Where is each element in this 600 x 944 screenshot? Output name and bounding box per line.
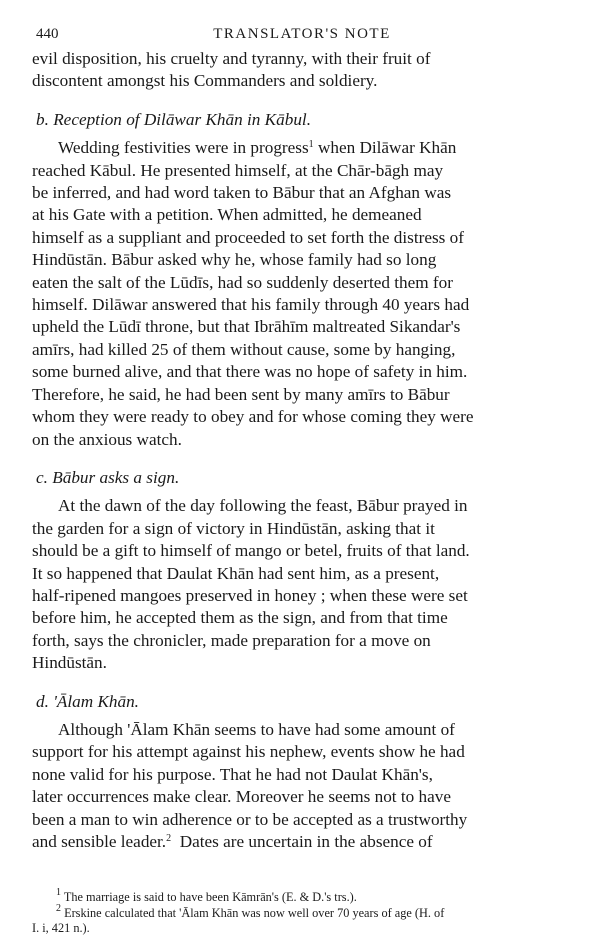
footnote-ref: 1 <box>308 139 314 151</box>
text-line: some burned alive, and that there was no hope of safety in him. <box>32 362 468 382</box>
section-letter: d. <box>36 691 49 711</box>
footnote-2 <box>32 902 572 922</box>
text-line: At the dawn of the day following the feast, Bābur prayed in <box>58 496 468 516</box>
text-line <box>32 137 572 159</box>
text-line: upheld the Lūdī throne, but that Ibrāhīm maltreated Sikandar's <box>32 317 461 337</box>
text-line: himself as a suppliant and proceeded to set forth the distress of <box>32 227 464 247</box>
footnote-text: Erskine calculated that 'Ālam Khān was now well over 70 years of age (H. of <box>64 905 445 920</box>
section-title: Reception of Dilāwar Khān in Kābul. <box>53 109 311 129</box>
text-line: the garden for a sign of victory in Hindūstān, asking that it <box>32 518 435 538</box>
text-line: whom they were ready to obey and for whose coming they were <box>32 407 474 427</box>
text-line: before him, he accepted them as the sign, and from that time <box>32 608 448 628</box>
text-fragment: when Dilāwar Khān <box>313 138 457 158</box>
section-heading-d <box>36 691 572 713</box>
page-number: 440 <box>36 26 59 42</box>
footnote-mark: 2 <box>56 902 61 914</box>
text-line: on the anxious watch. <box>32 429 182 449</box>
text-line: half-ripened mangoes preserved in honey ; when these were set <box>32 585 468 605</box>
section-title: 'Ālam Khān. <box>53 691 139 711</box>
footnotes <box>32 887 572 937</box>
text-fragment: and sensible leader. <box>32 832 167 851</box>
text-line: at his Gate with a petition. When admitted, he demeaned <box>32 205 422 225</box>
footnote-mark: 1 <box>56 887 61 898</box>
running-title: TRANSLATOR'S NOTE <box>213 26 391 42</box>
text-line: Therefore, he said, he had been sent by many amīrs to Bābur <box>32 384 450 404</box>
section-heading-c <box>36 467 572 489</box>
text-fragment: Dates are uncertain in the absence of <box>179 832 433 851</box>
footnote-text: The marriage is said to have been Kāmrān's (E. & D.'s trs.). <box>63 890 357 904</box>
footnote-ref: 2 <box>166 833 172 844</box>
text-line: support for his attempt against his nephew, events show he had <box>32 742 465 762</box>
section-heading-b <box>36 109 572 131</box>
text-line: It so happened that Daulat Khān had sent him, as a present, <box>32 563 440 583</box>
section-letter: b. <box>36 109 49 129</box>
text-line: been a man to win adherence or to be accepted as a trustworthy <box>32 809 468 829</box>
text-line: reached Kābul. He presented himself, at the Chār-bāgh may <box>32 160 444 180</box>
section-paragraph-c <box>32 495 572 674</box>
text-line: evil disposition, his cruelty and tyranny, with their fruit of <box>32 49 431 68</box>
section-paragraph-b <box>32 137 572 451</box>
intro-paragraph <box>32 48 572 93</box>
text-fragment: Wedding festivities were in progress <box>58 138 309 158</box>
text-line: none valid for his purpose. That he had not Daulat Khān's, <box>32 764 433 784</box>
section-paragraph-d <box>32 719 572 853</box>
text-line: should be a gift to himself of mango or betel, fruits of that land. <box>32 541 470 561</box>
text-line: be inferred, and had word taken to Bābur that an Afghan was <box>32 183 452 203</box>
text-line: forth, says the chronicler, made preparation for a move on <box>32 630 431 650</box>
text-line: Hindūstān. <box>32 653 107 673</box>
section-letter: c. <box>36 467 48 487</box>
text-line: Hindūstān. Bābur asked why he, whose family had so long <box>32 250 437 270</box>
text-line: himself. Dilāwar answered that his family through 40 years had <box>32 295 470 315</box>
running-head <box>32 22 572 48</box>
text-line <box>32 831 572 853</box>
book-page <box>32 22 572 934</box>
text-line: amīrs, had killed 25 of them without cause, some by hanging, <box>32 339 456 359</box>
text-line: later occurrences make clear. Moreover he seems not to have <box>32 787 451 807</box>
footnote-2-continuation: I. i, 421 n.). <box>32 921 90 935</box>
text-line: discontent amongst his Commanders and soldiery. <box>32 71 378 91</box>
text-line: Although 'Ālam Khān seems to have had some amount of <box>58 719 455 739</box>
text-line: eaten the salt of the Lūdīs, had so suddenly deserted them for <box>32 272 453 292</box>
footnote-1 <box>32 887 572 906</box>
section-title: Bābur asks a sign. <box>52 467 180 487</box>
